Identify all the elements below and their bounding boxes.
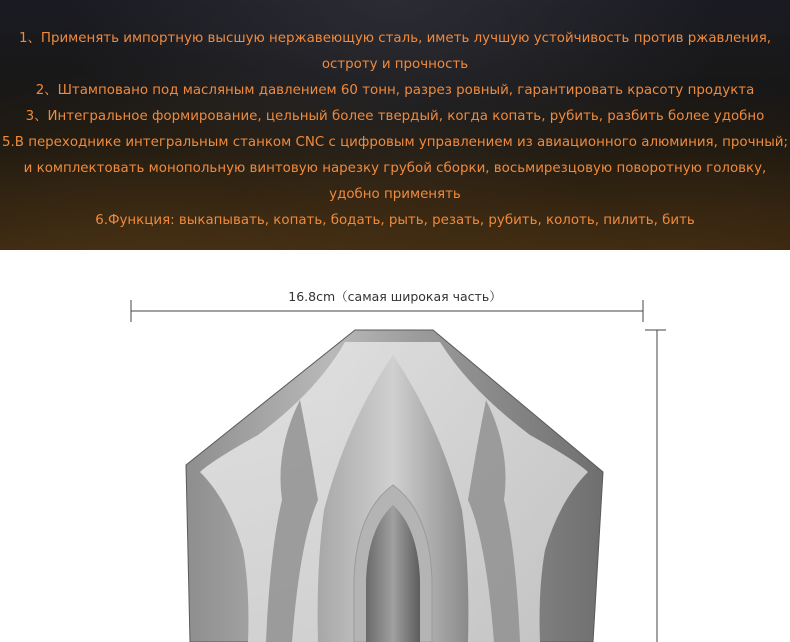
product-dimension-section (0, 250, 790, 642)
feature-line-1-cont: остроту и прочность (321, 57, 469, 72)
feature-line-5: 5.В переходнике интегральным станком CNC с цифровым управлением из авиационного алюминия, прочный; (1, 135, 789, 150)
features-list (0, 26, 790, 234)
width-dimension-line (131, 300, 643, 322)
feature-line-6: 6.Функция: выкапывать, копать, бодать, рыть, резать, рубить, колоть, пилить, бить (95, 213, 695, 228)
width-dimension-label: 16.8cm（самая широкая часть） (288, 289, 502, 304)
feature-line-5-cont-2: удобно применять (329, 187, 461, 202)
feature-line-3: 3、Интегральное формирование, цельный более твердый, когда копать, рубить, разбить более удобно (25, 109, 765, 124)
height-dimension-line (645, 330, 666, 642)
shovel-blade-illustration (0, 250, 790, 642)
feature-line-2: 2、Штамповано под масляным давлением 60 тонн, разрез ровный, гарантировать красоту продукта (35, 83, 755, 98)
features-banner (0, 0, 790, 250)
feature-line-5-cont: и комплектовать монопольную винтовую нарезку грубой сборки, восьмирезцовую поворотную головку, (23, 161, 767, 176)
feature-line-1: 1、Применять импортную высшую нержавеющую сталь, иметь лучшую устойчивость против ржавления, (18, 31, 772, 46)
